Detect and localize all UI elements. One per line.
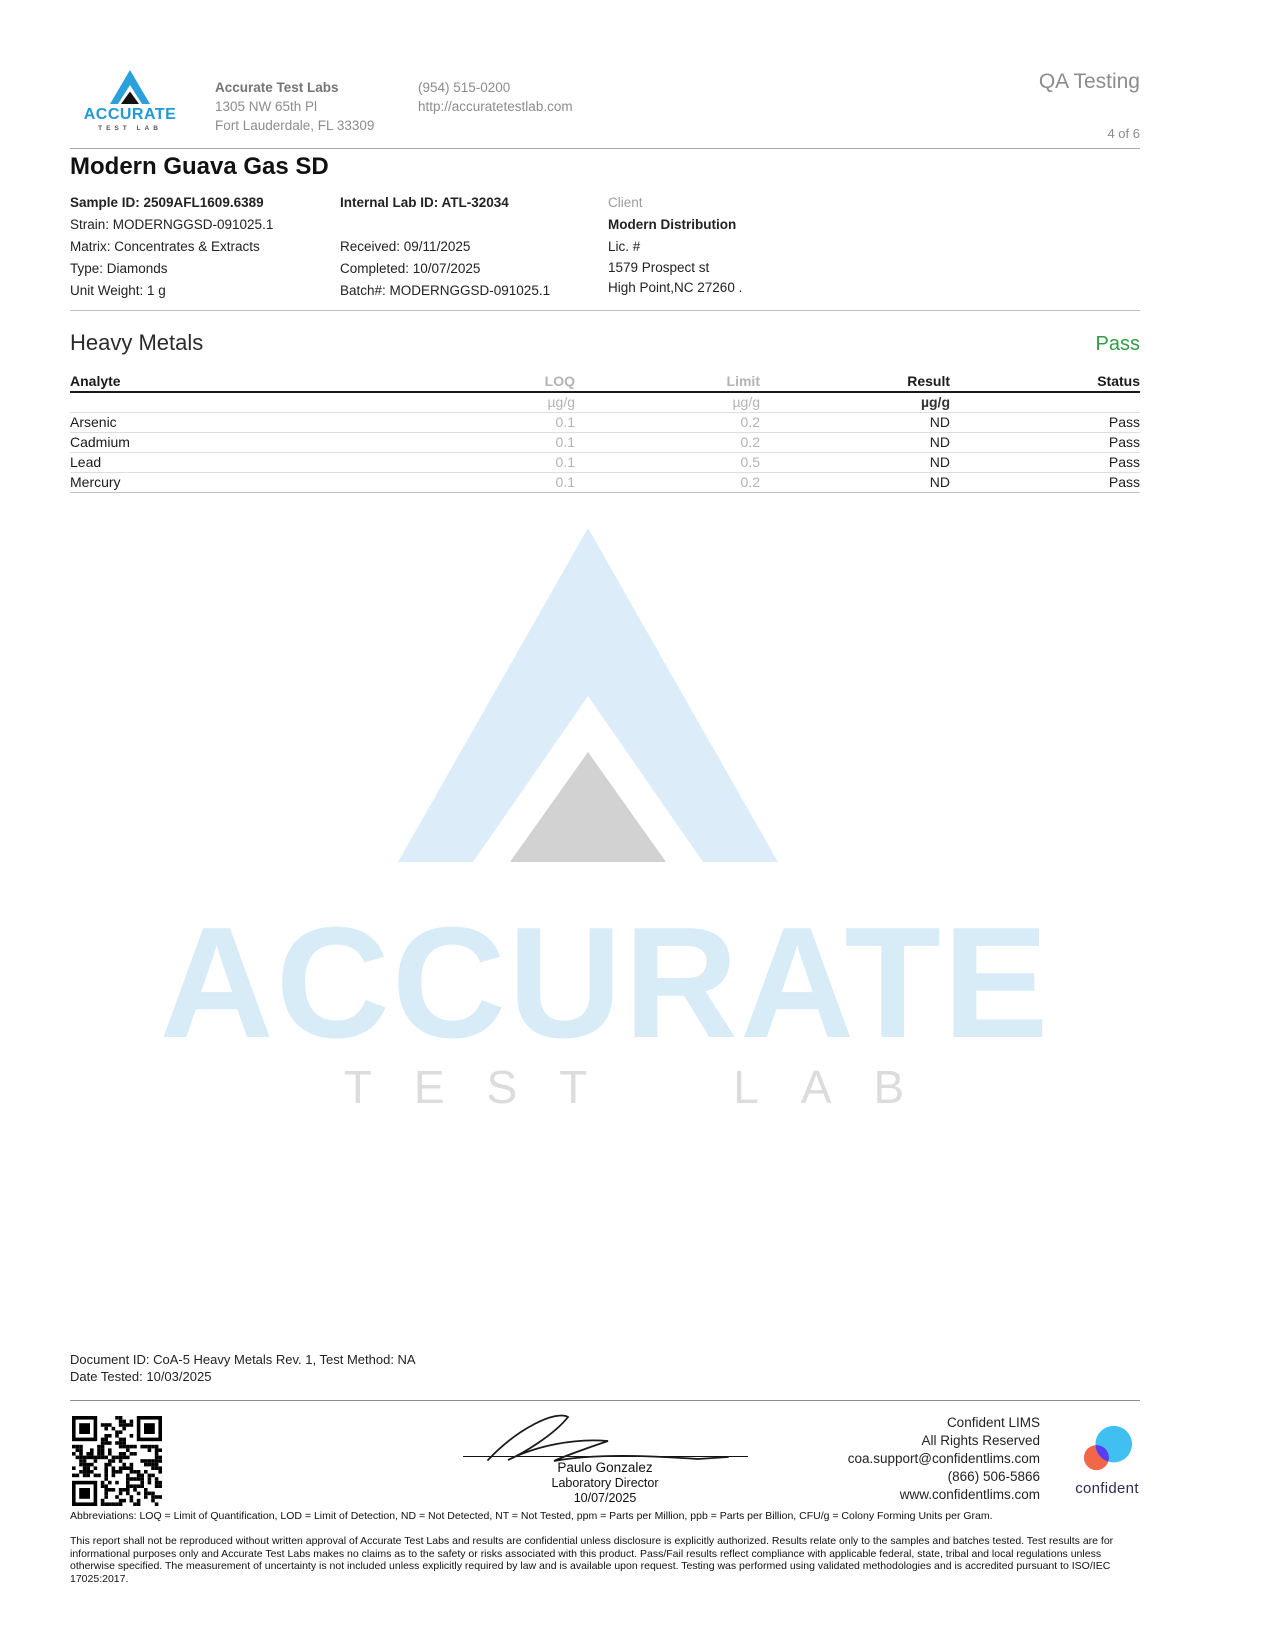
sample-info-column <box>70 192 338 302</box>
completed-date: Completed: 10/07/2025 <box>340 261 481 276</box>
lab-name: Accurate Test Labs <box>215 80 339 95</box>
lims-email: coa.support@confidentlims.com <box>847 1451 1040 1466</box>
analyte-loq: 0.1 <box>380 413 575 433</box>
lims-phone: (866) 506-5866 <box>947 1469 1040 1484</box>
sample-divider <box>70 310 1140 311</box>
column-header-result: Result <box>760 372 950 392</box>
table-row <box>70 473 1140 493</box>
table-row <box>70 413 1140 433</box>
analyte-result: ND <box>760 453 950 473</box>
spacer-line <box>340 214 604 236</box>
lab-website: http://accuratetestlab.com <box>418 99 573 114</box>
section-title: Heavy Metals <box>70 330 204 355</box>
batch-number: Batch#: MODERNGGSD-091025.1 <box>340 283 551 298</box>
client-address-line2: High Point,NC 27260 . <box>608 280 743 295</box>
lab-logo <box>78 70 182 132</box>
signer-name: Paulo Gonzalez <box>557 1460 653 1475</box>
lab-contact <box>418 78 573 116</box>
analyte-loq: 0.1 <box>380 473 575 493</box>
analyte-name: Cadmium <box>70 433 380 453</box>
qa-testing-label: QA Testing <box>1038 70 1140 93</box>
watermark-triangle-icon <box>398 528 778 862</box>
analyte-name: Arsenic <box>70 413 380 433</box>
lab-address-line1: 1305 NW 65th Pl <box>215 99 318 114</box>
lims-rights: All Rights Reserved <box>921 1433 1040 1448</box>
analyte-limit: 0.2 <box>575 413 760 433</box>
analyte-name: Mercury <box>70 473 380 493</box>
document-id: Document ID: CoA-5 Heavy Metals Rev. 1, Test Method: NA <box>70 1352 416 1367</box>
page-indicator: 4 of 6 <box>1107 126 1140 141</box>
footer-divider <box>70 1400 1140 1401</box>
confident-logo <box>1068 1422 1146 1497</box>
signer-date: 10/07/2025 <box>573 1491 637 1505</box>
disclaimer-text: This report shall not be reproduced without written approval of Accurate Test Labs and results are confidential unless disclosure is explicitly authorized. Results relate only to the samples and batches tested. Test results are for informational purposes only and Accurate Test Labs makes no claims as to the safety or risks associated with this product. Pass/Fail results reflect compliance with applicable federal, state, tribal and local regulations unless otherwise specified. The measurement of uncertainty is not included unless explicitly required by law and is available upon request. Testing was performed using validated methodologies and is accredited pursuant to ISO/IEC 17025:2017. <box>70 1535 1114 1585</box>
client-label: Client <box>608 195 643 210</box>
column-header-limit: Limit <box>575 372 760 392</box>
confident-logo-word: confident <box>1075 1480 1139 1497</box>
analyte-status: Pass <box>950 473 1140 493</box>
table-row <box>70 453 1140 473</box>
table-units-row <box>70 392 1140 413</box>
table-row <box>70 433 1140 453</box>
analyte-status: Pass <box>950 433 1140 453</box>
watermark-sub-text: TEST LAB <box>343 1061 947 1113</box>
sample-strain: Strain: MODERNGGSD-091025.1 <box>70 217 274 232</box>
client-address-line1: 1579 Prospect st <box>608 260 710 275</box>
lab-id-column <box>340 192 604 302</box>
analyte-limit: 0.2 <box>575 473 760 493</box>
table-header-row <box>70 372 1140 392</box>
analyte-result: ND <box>760 473 950 493</box>
analyte-limit: 0.2 <box>575 433 760 453</box>
client-name: Modern Distribution <box>608 217 737 232</box>
sample-id: Sample ID: 2509AFL1609.6389 <box>70 195 264 210</box>
unit-limit: µg/g <box>575 392 760 413</box>
sample-type: Type: Diamonds <box>70 261 168 276</box>
heavy-metals-table <box>70 372 1140 493</box>
analyte-result: ND <box>760 413 950 433</box>
page-title: Modern Guava Gas SD <box>70 153 329 180</box>
analyte-status: Pass <box>950 413 1140 433</box>
analyte-status: Pass <box>950 453 1140 473</box>
analyte-name: Lead <box>70 453 380 473</box>
section-header <box>70 330 1140 356</box>
header-divider <box>70 148 1140 149</box>
lab-logo-brand: ACCURATE <box>83 106 177 123</box>
lab-logo-sub: TEST LAB <box>98 125 162 132</box>
confident-logo-icon <box>1076 1422 1138 1474</box>
sample-matrix: Matrix: Concentrates & Extracts <box>70 239 260 254</box>
internal-lab-id: Internal Lab ID: ATL-32034 <box>340 195 509 210</box>
unit-loq: µg/g <box>380 392 575 413</box>
watermark-brand-text: ACCURATE <box>159 895 1051 1071</box>
lab-logo-triangle-icon <box>110 70 150 104</box>
section-status-badge: Pass <box>1095 333 1140 355</box>
date-tested: Date Tested: 10/03/2025 <box>70 1369 212 1384</box>
unit-result: µg/g <box>760 392 950 413</box>
column-header-loq: LOQ <box>380 372 575 392</box>
column-header-analyte: Analyte <box>70 372 380 392</box>
signer-title: Laboratory Director <box>551 1476 659 1490</box>
lims-name: Confident LIMS <box>946 1415 1040 1430</box>
received-date: Received: 09/11/2025 <box>340 239 471 254</box>
document-meta <box>70 1351 416 1385</box>
lab-address-line2: Fort Lauderdale, FL 33309 <box>215 118 375 133</box>
lab-phone: (954) 515-0200 <box>418 80 511 95</box>
lims-info <box>700 1414 1040 1504</box>
analyte-loq: 0.1 <box>380 433 575 453</box>
analyte-limit: 0.5 <box>575 453 760 473</box>
client-license: Lic. # <box>608 239 641 254</box>
lims-website: www.confidentlims.com <box>899 1487 1040 1502</box>
client-column <box>608 192 908 298</box>
abbreviations-text: Abbreviations: LOQ = Limit of Quantification, LOD = Limit of Detection, ND = Not Detected, NT = Not Tested, ppm = Parts per Million, ppb = Parts per Billion, CFU/g = Colony Forming Units per Gram. <box>70 1510 993 1522</box>
qr-code <box>72 1416 162 1506</box>
analyte-result: ND <box>760 433 950 453</box>
lab-info <box>215 78 374 135</box>
sample-unit-weight: Unit Weight: 1 g <box>70 283 166 298</box>
column-header-status: Status <box>950 372 1140 392</box>
analyte-loq: 0.1 <box>380 453 575 473</box>
